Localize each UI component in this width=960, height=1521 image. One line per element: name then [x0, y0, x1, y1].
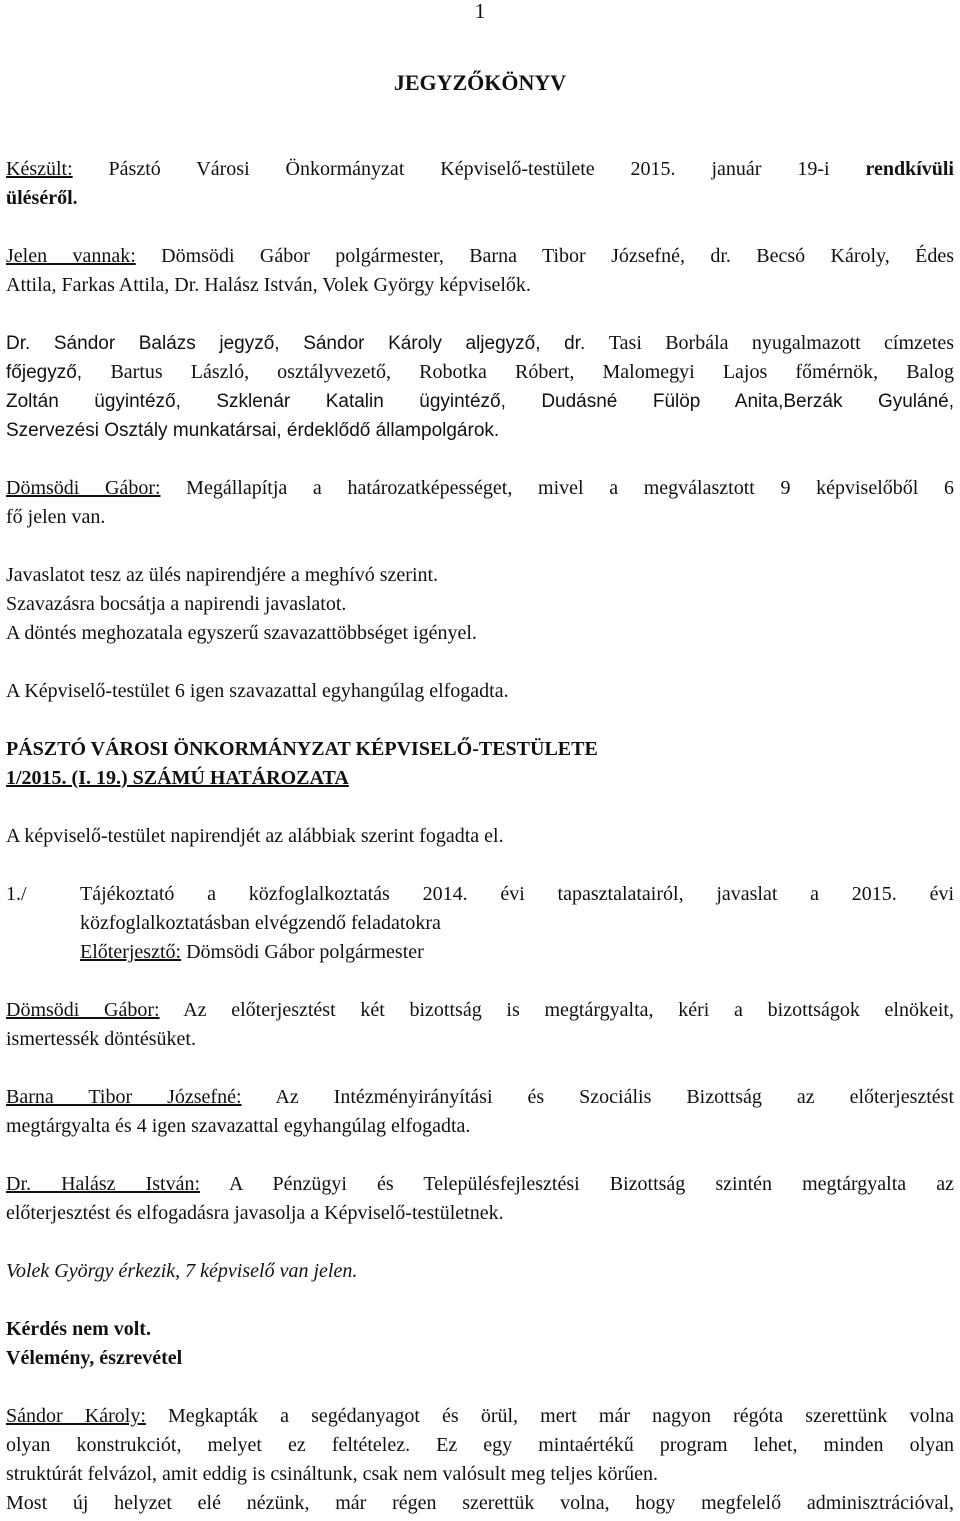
present-line-1 — [6, 242, 954, 271]
intro-line-2: üléséről. — [6, 187, 78, 209]
remark-line-1 — [6, 1170, 954, 1199]
staff-line-4: Szervezési Osztály munkatársai, érdeklődő állampolgárok. — [6, 420, 500, 441]
vote-result: A Képviselő-testület 6 igen szavazattal egyhangúlag elfogadta. — [6, 680, 509, 702]
staff-paragraph — [6, 329, 954, 445]
quorum-line-2: fő jelen van. — [6, 506, 106, 528]
resolution-heading: PÁSZTÓ VÁROSI ÖNKORMÁNYZAT KÉPVISELŐ-TESTÜLETE — [6, 738, 598, 760]
remark-speaker: Barna Tibor Józsefné: — [6, 1086, 242, 1108]
item-1-presenter — [80, 938, 954, 967]
agenda-paragraph — [6, 561, 954, 648]
remark-text: Az előterjesztést két bizottság is megtárgyalta, kéri a bizottságok elnökeit, — [159, 999, 954, 1021]
remark-line-2: megtárgyalta és 4 igen szavazattal egyhangúlag elfogadta. — [6, 1115, 471, 1137]
quorum-text-1: Megállapítja a határozatképességet, mivel a megválasztott 9 képviselőből 6 — [160, 477, 954, 499]
resolution-number-line — [6, 764, 954, 793]
present-line-2: Attila, Farkas Attila, Dr. Halász István, Volek György képviselők. — [6, 274, 531, 296]
remark-paragraph — [6, 996, 954, 1054]
final-remark — [6, 1402, 954, 1518]
remark-paragraph — [6, 1083, 954, 1141]
staff-line-1 — [6, 329, 954, 358]
present-label: Jelen vannak: — [6, 245, 136, 267]
resolution-number: 1/2015. (I. 19.) SZÁMÚ HATÁROZATA — [6, 767, 349, 789]
document-title: JEGYZŐKÖNYV — [393, 70, 567, 95]
intro-paragraph — [6, 155, 954, 213]
resolution-text: A képviselő-testület napirendjét az alábbiak szerint fogadta el. — [6, 825, 504, 847]
item-1-line-1: Tájékoztató a közfoglalkoztatás 2014. évi tapasztalatairól, javaslat a 2015. évi — [80, 883, 954, 905]
intro-label: Készült: — [6, 158, 73, 180]
item-number: 1./ — [6, 883, 27, 905]
staff-line-1-sans: Dr. Sándor Balázs jegyző, Sándor Károly aljegyző, dr. — [6, 333, 609, 354]
final-speaker: Sándor Károly: — [6, 1405, 146, 1427]
final-text: Megkapták a segédanyagot és örül, mert már nagyon régóta szerettünk volna — [145, 1405, 954, 1427]
remark-text: Az Intézményirányítási és Szociális Bizottság az előterjesztést — [241, 1086, 955, 1108]
remark-line-2: ismertessék döntésüket. — [6, 1028, 196, 1050]
presenter-name: Dömsödi Gábor polgármester — [181, 941, 424, 963]
present-paragraph — [6, 242, 954, 300]
quorum-speaker: Dömsödi Gábor: — [6, 477, 161, 499]
agenda-line: A döntés meghozatala egyszerű szavazattöbbséget igényel. — [6, 622, 477, 644]
item-1-line-2: közfoglalkoztatásban elvégzendő feladatokra — [80, 912, 441, 934]
page-number: 1 — [474, 0, 486, 23]
remark-paragraph — [6, 1170, 954, 1228]
intro-bold: rendkívüli — [865, 158, 954, 180]
remark-text: A Pénzügyi és Településfejlesztési Bizottság szintén megtárgyalta az — [200, 1173, 954, 1195]
staff-line-2 — [6, 358, 954, 387]
staff-line-2-a: főjegyző, — [6, 362, 111, 383]
quorum-paragraph — [6, 474, 954, 532]
agenda-line: Javaslatot tesz az ülés napirendjére a meghívó szerint. — [6, 564, 439, 586]
remark-line-1 — [6, 996, 954, 1025]
final-line-2: olyan konstrukciót, melyet ez feltételez. Ez egy mintaértékű program lehet, minden olyan — [6, 1434, 954, 1456]
remark-speaker: Dr. Halász István: — [6, 1173, 201, 1195]
no-questions: Kérdés nem volt. — [6, 1318, 151, 1340]
final-line-4: Most új helyzet elé nézünk, már régen szerettük volna, hogy megfelelő adminisztrációval, — [6, 1492, 954, 1514]
remark-line-1 — [6, 1083, 954, 1112]
item-1 — [80, 880, 954, 967]
final-line-1 — [6, 1402, 954, 1431]
staff-line-3: Zoltán ügyintéző, Szklenár Katalin ügyintéző, Dudásné Fülöp Anita,Berzák Gyuláné, — [6, 391, 954, 412]
staff-line-2-b: Bartus László, osztályvezető, Robotka Róbert, Malomegyi Lajos főmérnök, Balog — [110, 361, 954, 383]
agenda-line: Szavazásra bocsátja a napirendi javaslatot. — [6, 593, 347, 615]
remark-speaker: Dömsödi Gábor: — [6, 999, 160, 1021]
presenter-label: Előterjesztő: — [80, 941, 182, 963]
intro-text: Pásztó Városi Önkormányzat Képviselő-testülete 2015. január 19-i — [72, 158, 866, 180]
remark-line-2: előterjesztést és elfogadásra javasolja a Képviselő-testületnek. — [6, 1202, 504, 1224]
staff-line-1-rest: Tasi Borbála nyugalmazott címzetes — [608, 332, 954, 354]
quorum-line-1 — [6, 474, 954, 503]
intro-line-1 — [6, 155, 954, 184]
opinion-heading: Vélemény, észrevétel — [6, 1347, 183, 1369]
arrival-note: Volek György érkezik, 7 képviselő van jelen. — [6, 1260, 358, 1282]
final-line-3: struktúrát felvázol, amit eddig is csináltunk, csak nem valósult meg teljes körűen. — [6, 1463, 659, 1485]
present-text-1: Dömsödi Gábor polgármester, Barna Tibor Józsefné, dr. Becsó Károly, Édes — [135, 245, 954, 267]
